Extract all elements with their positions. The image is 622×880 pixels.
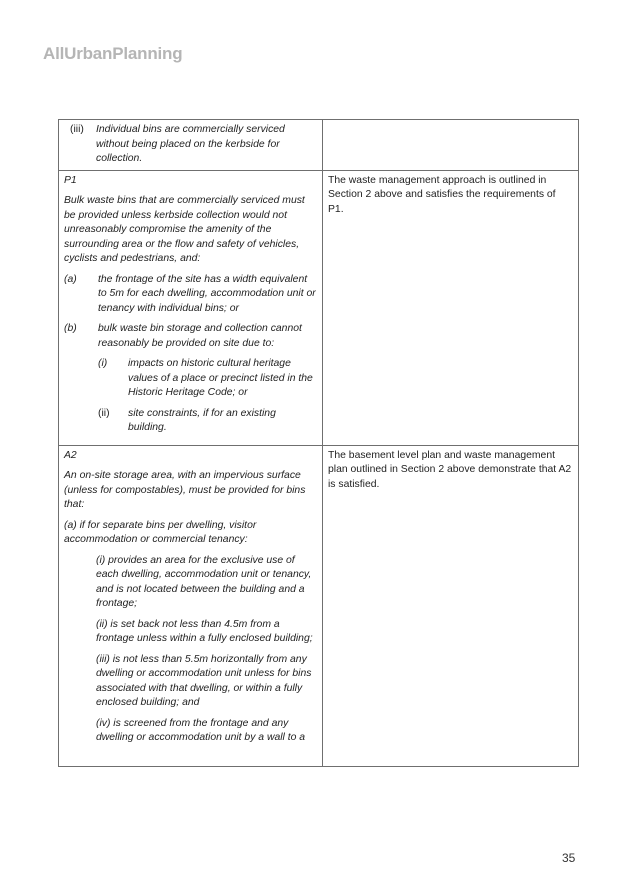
table-row bbox=[59, 445, 579, 766]
criteria-cell bbox=[59, 170, 323, 445]
clause-text: (iii) is not less than 5.5m horizontally from any dwelling or accommodation unit unless for bins associated with that dwelling, or within a fully enclosed building; and bbox=[96, 653, 312, 708]
page-number: 35 bbox=[562, 851, 576, 865]
response-cell bbox=[323, 170, 579, 445]
clause-text: (iv) is screened from the frontage and any dwelling or accommodation unit by a wall to a bbox=[96, 717, 306, 743]
clause-text: impacts on historic cultural heritage values of a place or precinct listed in the Historic Heritage Code; or bbox=[128, 358, 313, 398]
response-cell bbox=[323, 120, 579, 171]
clause-text: bulk waste bin storage and collection cannot reasonably be provided on site due to: bbox=[98, 323, 302, 349]
clause-text: (a) if for separate bins per dwelling, visitor accommodation or commercial tenancy: bbox=[64, 519, 257, 545]
clause-marker: (iii) bbox=[70, 124, 84, 135]
clause-heading: P1 bbox=[64, 174, 77, 186]
criteria-cell bbox=[59, 120, 323, 171]
company-logo: AllUrbanPlanning bbox=[43, 44, 183, 63]
table-row bbox=[59, 120, 579, 171]
compliance-table bbox=[58, 119, 579, 767]
clause-text: (i) provides an area for the exclusive use of each dwelling, accommodation unit or tenancy, and is not located between the building and a frontage; bbox=[96, 554, 312, 609]
response-text: The waste management approach is outlined in Section 2 above and satisfies the requirements of P1. bbox=[328, 174, 556, 215]
criteria-cell bbox=[59, 445, 323, 766]
clause-marker: (i) bbox=[98, 358, 108, 369]
clause-intro: An on-site storage area, with an impervious surface (unless for compostables), must be provided for bins that: bbox=[64, 470, 306, 510]
clause-text: the frontage of the site has a width equivalent to 5m for each dwelling, accommodation unit or tenancy with individual bins; or bbox=[98, 273, 316, 314]
clause-text: Individual bins are commercially serviced without being placed on the kerbside for collection. bbox=[96, 124, 285, 164]
clause-marker: (a) bbox=[64, 273, 77, 285]
clause-text: (ii) is set back not less than 4.5m from a frontage unless within a fully enclosed building; bbox=[96, 618, 313, 644]
clause-marker: (b) bbox=[64, 323, 77, 334]
response-cell bbox=[323, 445, 579, 766]
table-row bbox=[59, 170, 579, 445]
clause-marker: (ii) bbox=[98, 407, 110, 419]
clause-heading: A2 bbox=[64, 449, 77, 461]
response-text: The basement level plan and waste management plan outlined in Section 2 above demonstrate that A2 is satisfied. bbox=[328, 449, 572, 490]
clause-intro: Bulk waste bins that are commercially serviced must be provided unless kerbside collection would not unreasonably compromise the amenity of the surrounding area or the flow and safety of vehicles, cyclists and pedestrians, and: bbox=[64, 195, 305, 264]
clause-text: site constraints, if for an existing building. bbox=[128, 407, 276, 433]
